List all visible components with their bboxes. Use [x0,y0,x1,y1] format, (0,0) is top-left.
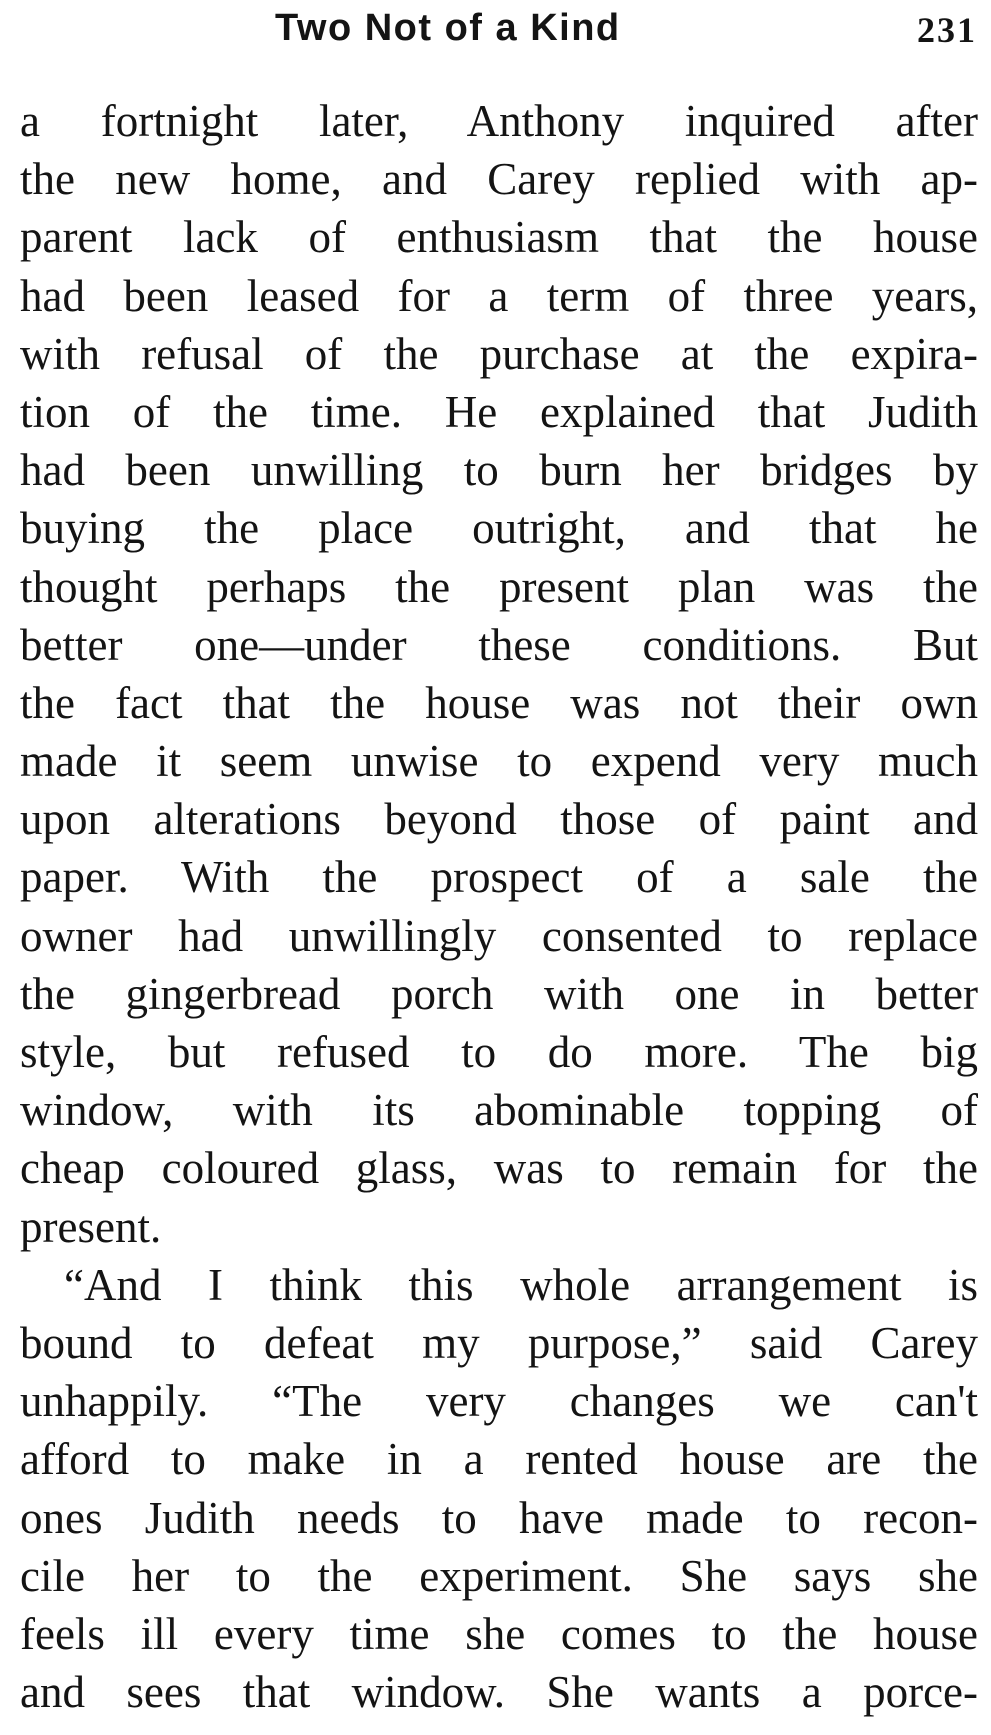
text-line: cile her to the experiment. She says she [20,1550,978,1601]
page-number: 231 [917,10,977,50]
text-line: upon alterations beyond those of paint and [20,794,978,845]
text-line: afford to make in a rented house are the [20,1434,978,1485]
text-line: buying the place outright, and that he [20,503,978,554]
text-line: feels ill every time she comes to the house [20,1608,978,1659]
text-line: ones Judith needs to have made to recon- [20,1492,978,1543]
text-line: the fact that the house was not their own [20,677,978,728]
text-line: a fortnight later, Anthony inquired after [20,96,978,146]
text-line: “And I think this whole arrangement is [64,1259,978,1310]
text-line: owner had unwillingly consented to replace [20,910,978,961]
body-text [20,92,978,1721]
text-line: made it seem unwise to expend very much [20,736,978,787]
text-line: bound to defeat my purpose,” said Carey [20,1317,978,1368]
paragraph [20,1256,978,1722]
text-line: parent lack of enthusiasm that the house [20,212,978,263]
text-line: paper. With the prospect of a sale the [20,852,978,903]
text-line: cheap coloured glass, was to remain for the [20,1143,978,1194]
text-line: unhappily. “The very changes we can't [20,1376,978,1427]
text-line: and sees that window. She wants a porce- [20,1667,978,1718]
text-line: style, but refused to do more. The big [20,1027,978,1077]
text-line: the new home, and Carey replied with ap- [20,154,978,205]
text-line: with refusal of the purchase at the expira- [20,328,978,379]
text-line: better one—under these conditions. But [20,619,978,670]
text-line: present. [20,1201,162,1252]
running-title: Two Not of a Kind [275,7,621,49]
text-line: window, with its abominable topping of [20,1085,978,1136]
text-line: the gingerbread porch with one in better [20,968,978,1019]
text-line: had been unwilling to burn her bridges by [20,445,978,496]
text-line: thought perhaps the present plan was the [20,561,978,612]
text-line: had been leased for a term of three years, [20,270,978,321]
running-head [0,4,991,52]
paragraph [20,92,978,1256]
text-line: tion of the time. He explained that Judith [20,386,978,437]
